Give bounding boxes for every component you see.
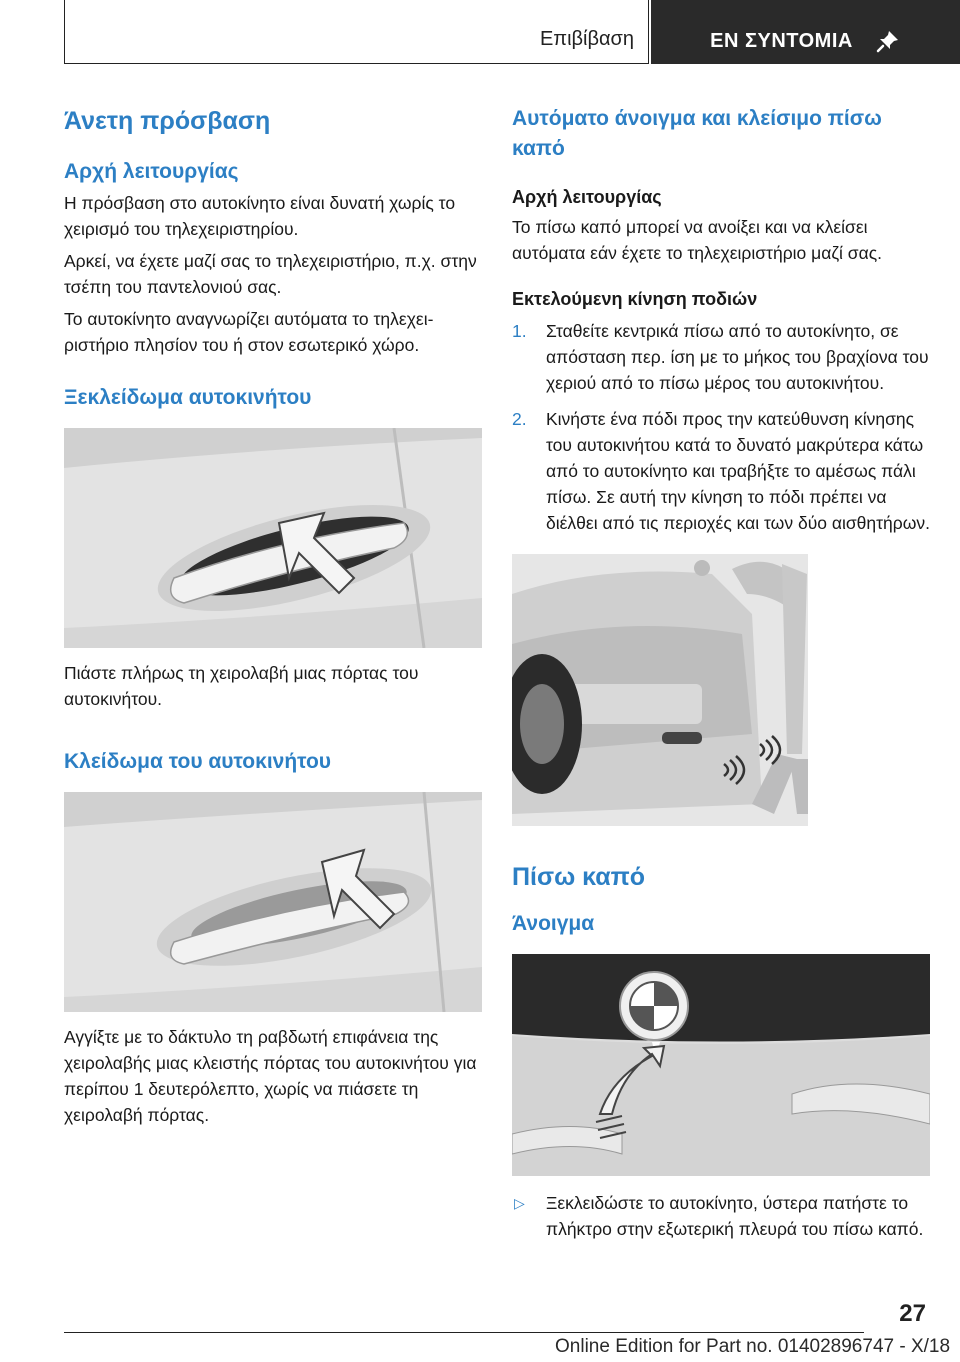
header-brief-label: ΕΝ ΣΥΝΤΟΜΙΑ (710, 29, 853, 52)
door-handle-unlock-image (64, 428, 482, 648)
lock-text: Αγγίξτε με το δάκτυλο τη ραβδωτή επιφάνεια της χειρολαβής μιας κλειστής πόρτας του αυτοκινήτου για περίπου 1 δευτερόλεπτο, χωρίς να πιάσετε τη χειρολαβή πόρτας. (64, 1027, 477, 1125)
right-principle-text: Το πίσω καπό μπορεί να ανοίξει και να κλείσει αυτόματα εάν έχετε το τηλεχειριστήριο μαζί σας. (512, 217, 883, 263)
header-brief-tab (651, 0, 960, 64)
comfort-access-heading: Άνετη πρόσβαση (64, 107, 271, 135)
step-number: 2. (512, 409, 527, 429)
foot-motion-heading: Εκτελούμενη κίνηση ποδιών (512, 289, 758, 309)
header-section-box (64, 0, 649, 64)
step-text: Σταθείτε κεντρικά πίσω από το αυτοκίνητο, σε απόσταση περ. ίση με το μήκος του βραχίονα του χεριού από το πίσω μέρος του αυτοκινήτου. (546, 321, 929, 393)
tailgate-button-image (512, 954, 930, 1176)
triangle-bullet-icon: ▷ (514, 1195, 525, 1211)
principle-heading: Αρχή λειτουργίας (64, 160, 239, 183)
header-section-title: Επιβίβαση (539, 28, 634, 50)
page-header (0, 0, 960, 66)
pin-icon (875, 28, 901, 54)
left-column (64, 100, 482, 1128)
list-item (512, 318, 930, 396)
opening-heading: Άνοιγμα (512, 912, 595, 935)
lock-heading: Κλείδωμα του αυτοκινήτου (64, 750, 332, 773)
foot-motion-steps (512, 318, 930, 536)
tailgate-heading: Πίσω καπό (512, 863, 646, 891)
right-principle-heading: Αρχή λειτουργίας (512, 187, 662, 207)
principle-text-3: Το αυτοκίνητο αναγνωρίζει αυτόματα το τηλεχειριστήριο πλησίον του ή στον εσωτερικό χώρο. (64, 309, 434, 355)
unlock-heading: Ξεκλείδωμα αυτοκινήτου (64, 386, 312, 409)
bullet-text: Ξεκλειδώστε το αυτοκίνητο, ύστερα πατήστε το πλήκτρο στην εξωτερική πλευρά του πίσω καπό. (546, 1193, 924, 1239)
principle-text-2: Αρκεί, να έχετε μαζί σας το τηλεχειριστήριο, π.χ. στην τσέπη του παντελονιού σας. (64, 251, 477, 297)
auto-tailgate-heading: Αυτόματο άνοιγμα και κλείσιμο πίσω καπό (512, 107, 882, 160)
step-text: Κινήστε ένα πόδι προς την κατεύθυνση κίνησης του αυτοκινήτου κατά το δυνατό μακρύτερα κάτω από το αυτοκίνητο και τραβήξτε το αμέσως πάλι πίσω. Σε αυτή την κίνηση το πόδι πρέπει να διέλθει από τις περιοχές και των δύο αισθητήρων. (546, 409, 931, 533)
unlock-text: Πιάστε πλήρως τη χειρολαβή μιας πόρτας του αυτοκινήτου. (64, 663, 419, 709)
foot-motion-image (512, 554, 808, 826)
list-item (512, 1190, 930, 1242)
principle-text-1: Η πρόσβαση στο αυτοκίνητο είναι δυνατή χωρίς το χειρισμό του τηλεχειριστηρίου. (64, 193, 456, 239)
footer-divider (64, 1332, 864, 1333)
list-item (512, 406, 930, 536)
step-number: 1. (512, 321, 527, 341)
footer-edition: Online Edition for Part no. 01402896747 - X/18 (555, 1336, 951, 1357)
page-number: 27 (899, 1300, 926, 1327)
door-handle-lock-image (64, 792, 482, 1012)
right-column (512, 100, 930, 1242)
opening-bullets (512, 1190, 930, 1242)
